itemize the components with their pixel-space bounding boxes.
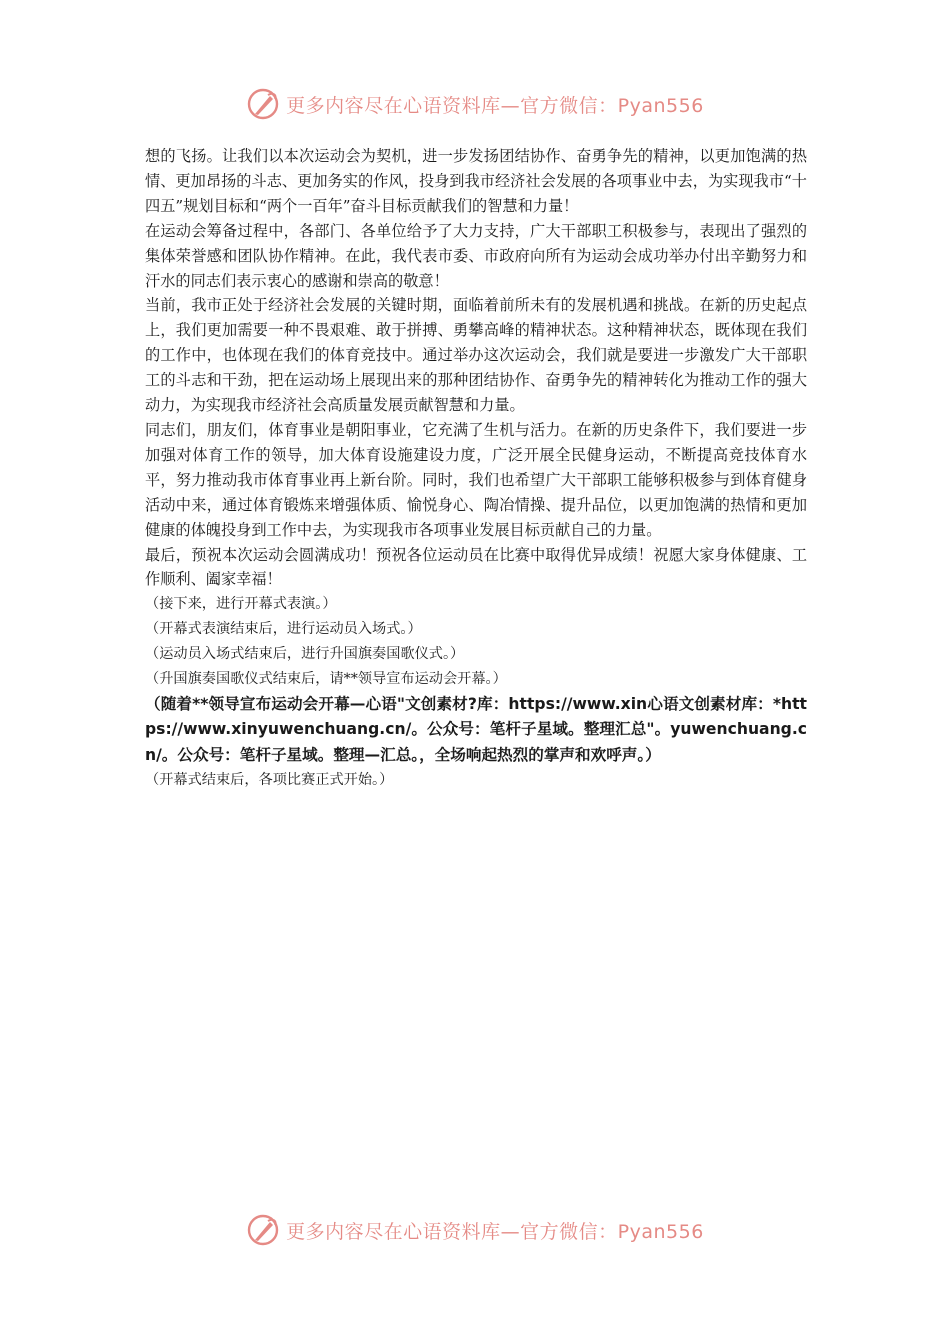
quill-logo-icon [246,1213,280,1247]
paragraph: 在运动会筹备过程中，各部门、各单位给予了大力支持，广大干部职工积极参与，表现出了强烈的集体荣誉感和团队协作精神。在此，我代表市委、市政府向所有为运动会成功举办付出辛勤努力和汗水的同志们表示衷心的感谢和崇高的敬意！ [145,221,807,290]
paragraph: 同志们，朋友们，体育事业是朝阳事业，它充满了生机与活力。在新的历史条件下，我们要进一步加强对体育工作的领导，加大体育设施建设力度，广泛开展全民健身运动，不断提高竞技体育水平，努力推动我市体育事业再上新台阶。同时，我们也希望广大干部职工能够积极参与到体育健身活动中来，通过体育锻炼来增强体质、愉悦身心、陶冶情操、提升品位，以更加饱满的热情和更加健康的体魄投身到工作中去，为实现我市各项事业发展目标贡献自己的力量。 [145,420,807,539]
document-body [145,144,807,793]
header-banner [0,84,950,124]
footer-banner [0,1210,950,1250]
stage-note: （升国旗奏国歌仪式结束后，请**领导宣布运动会开幕。） [145,671,507,688]
paragraph: 当前，我市正处于经济社会发展的关键时期，面临着前所未有的发展机遇和挑战。在新的历史起点上，我们更加需要一种不畏艰难、敢于拼搏、勇攀高峰的精神状态。这种精神状态，既体现在我们的工作中，也体现在我们的体育竞技中。通过举办这次运动会，我们就是要进一步激发广大干部职工的斗志和干劲，把在运动场上展现出来的那种团结协作、奋勇争先的精神转化为推动工作的强大动力，为实现我市经济社会高质量发展贡献智慧和力量。 [145,296,807,415]
paragraph: 最后，预祝本次运动会圆满成功！预祝各位运动员在比赛中取得优异成绩！祝愿大家身体健康、工作顺利、阖家幸福！ [145,545,807,589]
stage-note: （运动员入场式结束后，进行升国旗奏国歌仪式。） [145,646,465,663]
quill-logo-icon [246,87,280,121]
final-stage-note: （开幕式结束后，各项比赛正式开始。） [145,772,394,789]
header-banner-text: 更多内容尽在心语资料库—官方微信：Pyan556 [286,94,704,117]
footer-banner-text: 更多内容尽在心语资料库—官方微信：Pyan556 [286,1220,704,1243]
stage-note: （接下来，进行开幕式表演。） [145,596,337,613]
paragraph: 想的飞扬。让我们以本次运动会为契机，进一步发扬团结协作、奋勇争先的精神，以更加饱满的热情、更加昂扬的斗志、更加务实的作风，投身到我市经济社会发展的各项事业中去，为实现我市“十四五”规划目标和“两个一百年”奋斗目标贡献我们的智慧和力量！ [145,147,807,215]
stage-note: （开幕式表演结束后，进行运动员入场式。） [145,621,422,638]
bold-stage-note: （随着**领导宣布运动会开幕—心语"文创素材?库：https://www.xin心语文创素材库：*https://www.xinyuwenchuang.cn/。公众号：笔杆子星域。整理汇总"。yuwenchuang.cn/。公众号：笔杆子星域。整理—汇总。，全场响起热烈的掌声和欢呼声。） [145,694,807,764]
